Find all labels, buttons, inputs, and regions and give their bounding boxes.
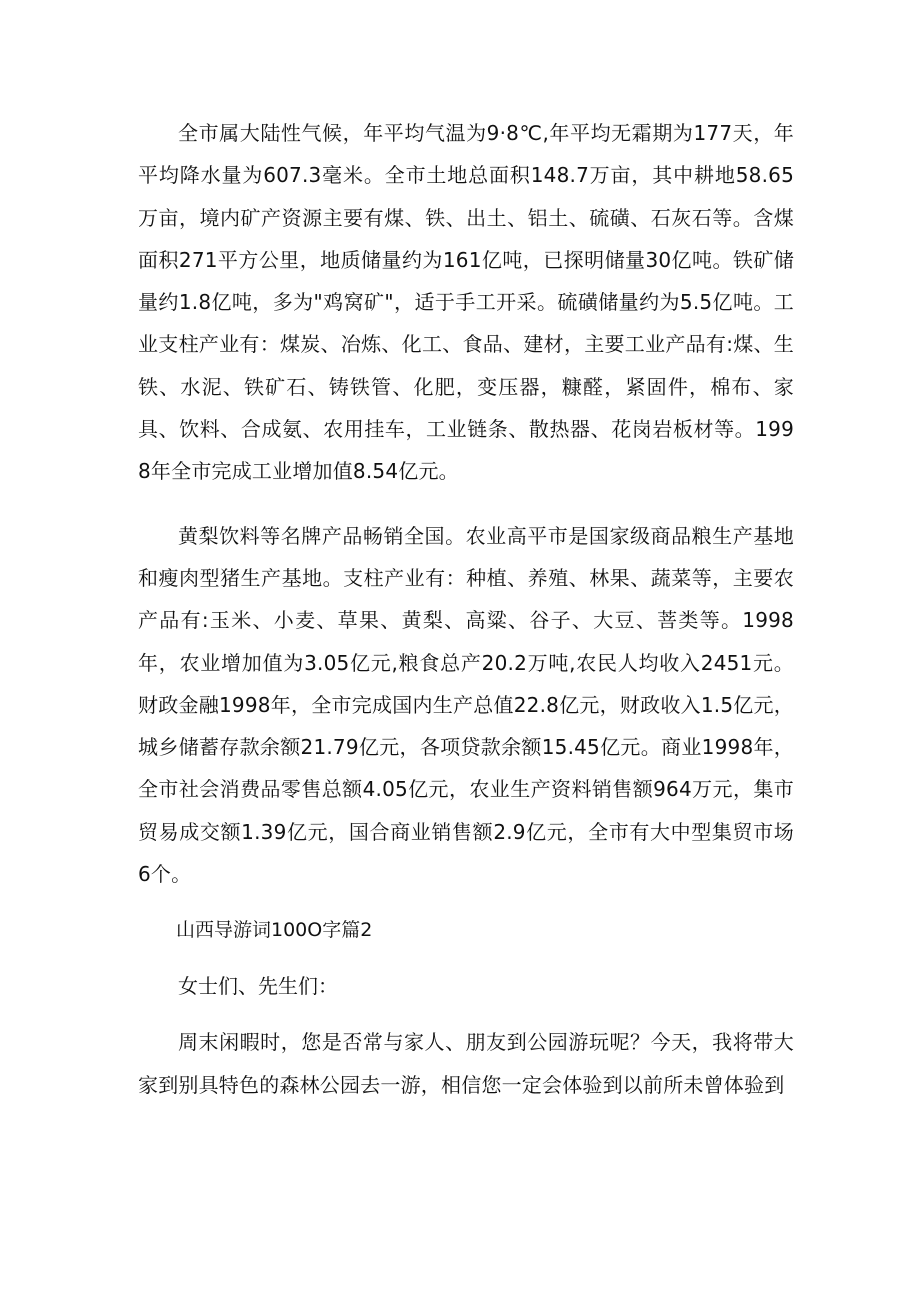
section-heading: 山西导游词100O字篇2 xyxy=(176,919,373,942)
document-body xyxy=(138,112,794,1106)
paragraph-intro: 周末闲暇时，您是否常与家人、朋友到公园游玩呢？今天，我将带大家到别具特色的森林公园去一游，相信您一定会体验到以前所未曾体验到 xyxy=(138,1030,794,1097)
greeting-line: 女士们、先生们： xyxy=(178,974,338,999)
paragraph-agriculture-finance: 黄梨饮料等名牌产品畅销全国。农业高平市是国家级商品粮生产基地和瘦肉型猪生产基地。支柱产业有：种植、养殖、林果、蔬菜等，主要农产品有:玉米、小麦、草果、黄梨、高粱、谷子、大豆、菩类等。1998年，农业增加值为3.05亿元,粮食总产20.2万吨,农民人均收入2451元。财政金融1998年，全市完成国内生产总值22.8亿元，财政收入1.5亿元，城乡储蓄存款余额21.79亿元，各项贷款余额15.45亿元。商业1998年，全市社会消费品零售总额4.05亿元，农业生产资料销售额964万元，集市贸易成交额1.39亿元，国合商业销售额2.9亿元，全市有大中型集贸市场6个。 xyxy=(138,523,794,887)
paragraph-climate-industry: 全市属大陆性气候，年平均气温为9·8℃,年平均无霜期为177天，年平均降水量为607.3毫米。全市土地总面积148.7万亩，其中耕地58.65万亩，境内矿产资源主要有煤、铁、出土、铝土、硫磺、石灰石等。含煤面积271平方公里，地质储量约为161亿吨，已探明储量30亿吨。铁矿储量约1.8亿吨，多为"鸡窝矿"，适于手工开采。硫磺储量约为5.5亿吨。工业支柱产业有：煤炭、冶炼、化工、食品、建材，主要工业产品有:煤、生铁、水泥、铁矿石、铸铁管、化肥，变压器，糠醛，紧固件，棉布、家具、饮料、合成氨、农用挂车，工业链条、散热器、花岗岩板材等。1998年全市完成工业增加值8.54亿元。 xyxy=(138,121,794,484)
